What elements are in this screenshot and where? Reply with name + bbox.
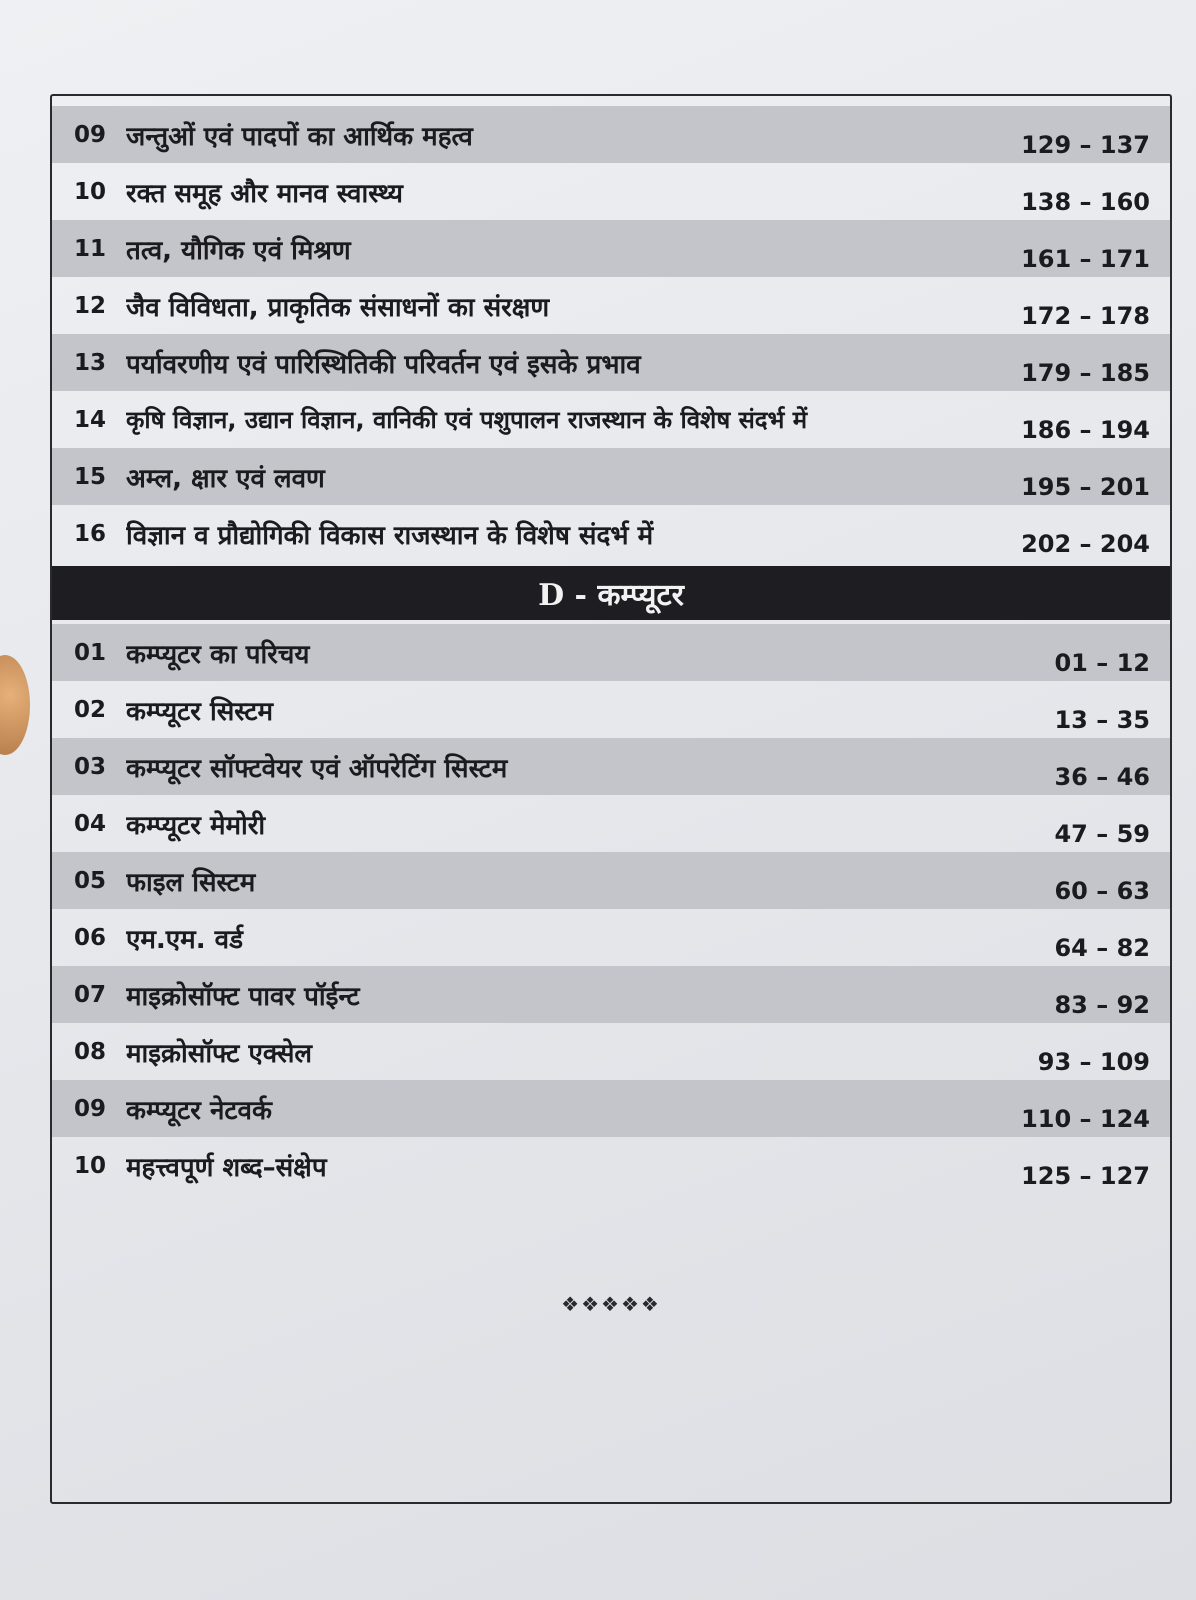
chapter-title: पर्यावरणीय एवं पारिस्थितिकी परिवर्तन एवं इसके प्रभाव xyxy=(126,349,641,380)
chapter-number: 10 xyxy=(74,1152,107,1179)
chapter-title: कम्प्यूटर नेटवर्क xyxy=(126,1095,272,1126)
page-range: 138 – 160 xyxy=(1021,187,1150,216)
table-row xyxy=(52,391,1170,448)
chapter-title: कृषि विज्ञान, उद्यान विज्ञान, वानिकी एवं पशुपालन राजस्थान के विशेष संदर्भ में xyxy=(126,406,808,434)
table-row xyxy=(52,624,1170,681)
contents-frame xyxy=(50,94,1172,1504)
chapter-title: कम्प्यूटर सिस्टम xyxy=(126,696,274,727)
chapter-number: 14 xyxy=(74,406,107,433)
page-range: 64 – 82 xyxy=(1054,933,1150,962)
chapter-number: 09 xyxy=(74,1095,107,1122)
chapter-title: एम.एम. वर्ड xyxy=(126,924,244,955)
page-range: 01 – 12 xyxy=(1054,648,1150,677)
chapter-title: कम्प्यूटर का परिचय xyxy=(126,639,310,670)
page-range: 129 – 137 xyxy=(1021,130,1150,159)
table-row xyxy=(52,909,1170,966)
table-row xyxy=(52,681,1170,738)
chapter-number: 02 xyxy=(74,696,107,723)
page-range: 186 – 194 xyxy=(1021,415,1150,444)
page-range: 36 – 46 xyxy=(1054,762,1150,791)
table-row xyxy=(52,966,1170,1023)
chapter-title: विज्ञान व प्रौद्योगिकी विकास राजस्थान के विशेष संदर्भ में xyxy=(126,520,654,551)
page-range: 13 – 35 xyxy=(1054,705,1150,734)
chapter-number: 07 xyxy=(74,981,107,1008)
chapter-number: 03 xyxy=(74,753,107,780)
chapter-number: 08 xyxy=(74,1038,107,1065)
chapter-number: 10 xyxy=(74,178,107,205)
chapter-title: रक्त समूह और मानव स्वास्थ्य xyxy=(126,178,403,209)
chapter-number: 01 xyxy=(74,639,107,666)
table-row xyxy=(52,277,1170,334)
chapter-title: माइक्रोसॉफ्ट एक्सेल xyxy=(126,1038,313,1069)
chapter-title: तत्व, यौगिक एवं मिश्रण xyxy=(126,235,351,266)
section-heading: D - कम्प्यूटर xyxy=(52,566,1170,620)
page-range: 161 – 171 xyxy=(1021,244,1150,273)
table-row xyxy=(52,1137,1170,1194)
page-range: 47 – 59 xyxy=(1054,819,1150,848)
page-range: 110 – 124 xyxy=(1021,1104,1150,1133)
chapter-number: 16 xyxy=(74,520,107,547)
table-row xyxy=(52,852,1170,909)
chapter-title: महत्त्वपूर्ण शब्द–संक्षेप xyxy=(126,1152,327,1183)
page-range: 179 – 185 xyxy=(1021,358,1150,387)
table-row xyxy=(52,163,1170,220)
thumb-finger xyxy=(0,655,30,755)
table-row xyxy=(52,448,1170,505)
page-range: 83 – 92 xyxy=(1054,990,1150,1019)
chapter-number: 05 xyxy=(74,867,107,894)
table-row xyxy=(52,220,1170,277)
chapter-number: 13 xyxy=(74,349,107,376)
table-row xyxy=(52,1023,1170,1080)
page-range: 172 – 178 xyxy=(1021,301,1150,330)
chapter-title: फाइल सिस्टम xyxy=(126,867,256,898)
end-ornament: ❖❖❖❖❖ xyxy=(561,1292,661,1316)
table-row xyxy=(52,505,1170,562)
page-range: 93 – 109 xyxy=(1037,1047,1150,1076)
table-row xyxy=(52,795,1170,852)
chapter-title: जैव विविधता, प्राकृतिक संसाधनों का संरक्षण xyxy=(126,292,550,323)
table-row xyxy=(52,1080,1170,1137)
chapter-title: माइक्रोसॉफ्ट पावर पॉईन्ट xyxy=(126,981,360,1012)
page-range: 195 – 201 xyxy=(1021,472,1150,501)
chapter-number: 11 xyxy=(74,235,107,262)
chapter-title: कम्प्यूटर मेमोरी xyxy=(126,810,266,841)
chapter-number: 09 xyxy=(74,121,107,148)
contents-table xyxy=(52,106,1170,1194)
chapter-title: कम्प्यूटर सॉफ्टवेयर एवं ऑपरेटिंग सिस्टम xyxy=(126,753,508,784)
table-row xyxy=(52,106,1170,163)
chapter-number: 04 xyxy=(74,810,107,837)
page-range: 202 – 204 xyxy=(1021,529,1150,558)
chapter-number: 12 xyxy=(74,292,107,319)
chapter-title: अम्ल, क्षार एवं लवण xyxy=(126,463,325,494)
table-row xyxy=(52,738,1170,795)
table-row xyxy=(52,334,1170,391)
page-range: 125 – 127 xyxy=(1021,1161,1150,1190)
page-range: 60 – 63 xyxy=(1054,876,1150,905)
chapter-title: जन्तुओं एवं पादपों का आर्थिक महत्व xyxy=(126,121,473,152)
chapter-number: 06 xyxy=(74,924,107,951)
chapter-number: 15 xyxy=(74,463,107,490)
